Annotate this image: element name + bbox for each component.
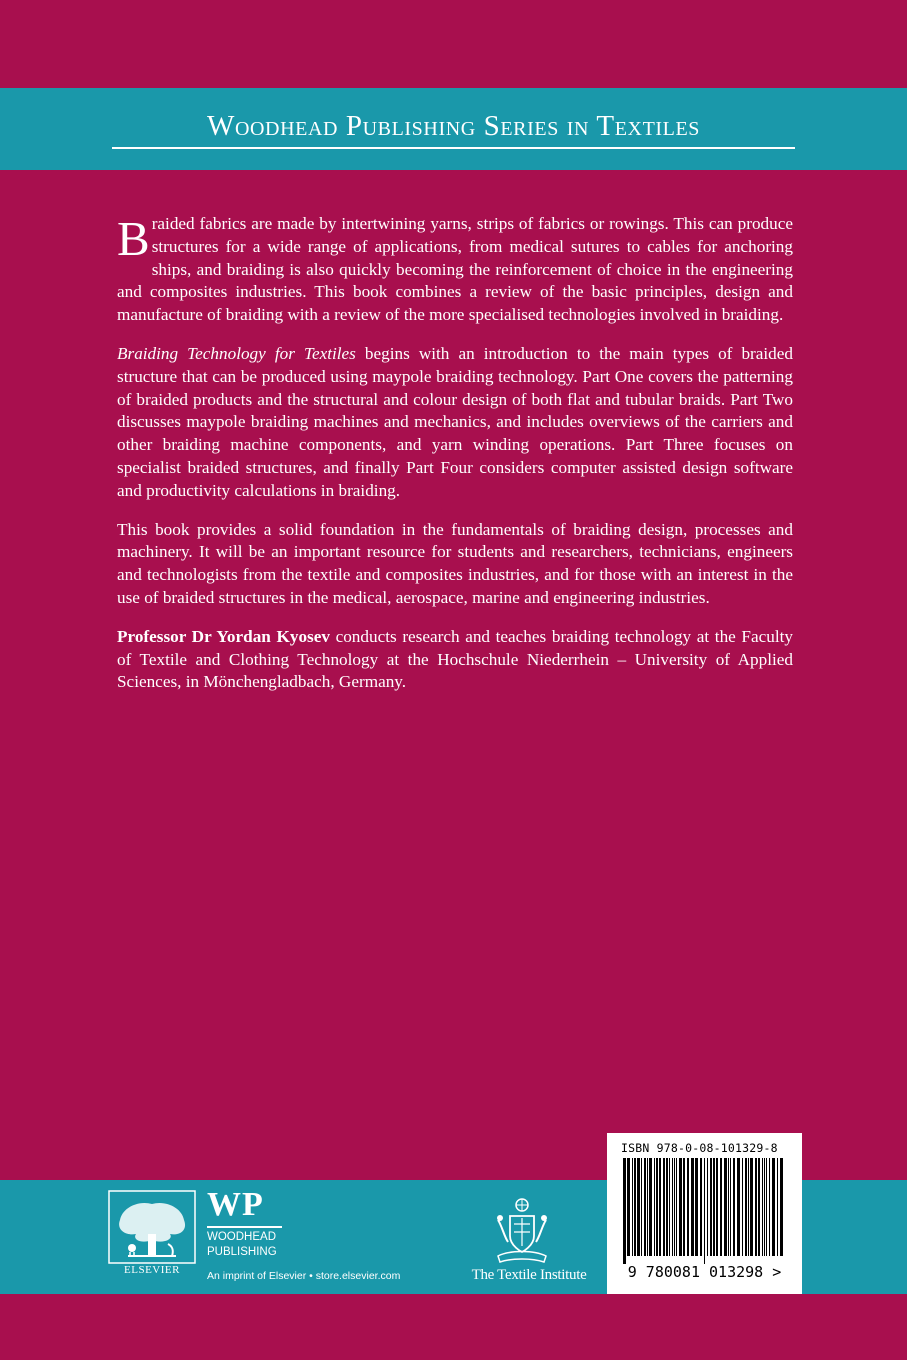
description-paragraph-2: [117, 343, 793, 503]
barcode-bar: [745, 1158, 747, 1256]
barcode-bar: [644, 1158, 646, 1256]
series-title: Woodhead Publishing Series in Textiles: [206, 110, 701, 142]
description-paragraph-3: This book provides a solid foundation in the fundamentals of braiding design, processes and machinery. It will be an important resource for students and researchers, technicians, engineers and technologists from the textile and composites industries, and for those with an interest in the use of braided structures in the medical, aerospace, marine and engineering industries.: [117, 519, 793, 607]
barcode-bar: [730, 1158, 731, 1256]
barcode-bar: [659, 1158, 661, 1256]
barcode-bar: [733, 1158, 735, 1256]
elsevier-logo: [108, 1190, 196, 1278]
barcode-bar: [766, 1158, 767, 1256]
barcode-bar: [641, 1158, 642, 1256]
barcode-bar: [700, 1158, 702, 1256]
paragraph-1-text: raided fabrics are made by intertwining yarns, strips of fabrics or rowings. This can produce structures for a wide range of applications, from medical sutures to cables for anchoring ships, and braiding is also quickly becoming the reinforcement of choice in the engineering and composites industries. This book combines a review of the basic principles, design and manufacture of braiding with a review of the more specialised technologies involved in braiding.: [117, 214, 793, 325]
barcode-bar: [748, 1158, 749, 1256]
barcode-bar: [663, 1158, 665, 1256]
elsevier-wordmark: ELSEVIER: [124, 1264, 180, 1276]
barcode-bar: [676, 1158, 677, 1256]
textile-institute-name: The Textile Institute: [471, 1267, 587, 1283]
barcode-bar: [707, 1158, 708, 1256]
barcode-bar: [654, 1158, 655, 1256]
barcode-bar: [623, 1158, 626, 1264]
textile-institute-crest-icon: [492, 1196, 552, 1266]
isbn-label: ISBN 978-0-08-101329-8: [621, 1141, 778, 1155]
barcode-bar: [710, 1158, 712, 1256]
wp-imprint-line: An imprint of Elsevier • store.elsevier.com: [207, 1270, 401, 1282]
barcode-bar: [750, 1158, 753, 1256]
wp-line-woodhead: WOODHEAD: [207, 1231, 276, 1243]
barcode-bar: [720, 1158, 722, 1256]
woodhead-publishing-logo: [207, 1186, 427, 1285]
barcode-bar: [716, 1158, 718, 1256]
paragraph-2-text: begins with an introduction to the main types of braided structure that can be produced using maypole braiding technology. Part One covers the patterning of braided products and the structural and colour design of both flat and tubular braids. Part Two discusses maypole braiding machines and mechanics, and includes overviews of the carriers and other braiding machine components, and yarn winding operations. Part Three focuses on specialist braided structures, and finally Part Four considers computer assisted design software and productivity calculations in braiding.: [117, 343, 793, 500]
barcode-bar: [704, 1158, 705, 1264]
barcode-bar: [687, 1158, 689, 1256]
barcode-bar: [724, 1158, 727, 1256]
barcode-bar: [755, 1158, 757, 1256]
author-name: Professor Dr Yordan Kyosev: [117, 626, 330, 646]
barcode-bar: [772, 1158, 775, 1256]
barcode-bar: [656, 1158, 658, 1256]
barcode-bar: [627, 1158, 630, 1256]
barcode-bar: [672, 1158, 673, 1256]
barcode-digits: 9 780081 013298 >: [627, 1263, 782, 1281]
elsevier-tree-icon: [108, 1190, 196, 1264]
book-title-italic: Braiding Technology for Textiles: [117, 343, 356, 363]
barcode-bar: [669, 1158, 670, 1256]
barcode-bar: [713, 1158, 715, 1256]
wp-line-publishing: PUBLISHING: [207, 1246, 277, 1258]
isbn-barcode: [617, 1158, 789, 1266]
barcode-bar: [691, 1158, 694, 1256]
barcode-bar: [769, 1158, 770, 1256]
barcode-bar: [632, 1158, 633, 1256]
author-paragraph: [117, 626, 793, 694]
description-paragraph-1: [117, 213, 793, 327]
barcode-bar: [683, 1158, 685, 1256]
barcode-bar: [647, 1158, 648, 1256]
barcode-bar: [679, 1158, 682, 1256]
barcode-bar: [666, 1158, 668, 1256]
back-cover-description: [117, 213, 793, 710]
barcode-bar: [649, 1158, 652, 1256]
barcode-bar: [764, 1158, 765, 1256]
drop-cap: B: [117, 211, 150, 266]
wp-rule: [207, 1226, 282, 1228]
barcode-bar: [758, 1158, 760, 1256]
barcode-bar: [728, 1158, 729, 1256]
barcode-bar: [737, 1158, 740, 1256]
barcode-bar: [780, 1158, 783, 1256]
barcode-bar: [777, 1158, 778, 1256]
series-rule: [112, 147, 795, 149]
barcode-bar: [674, 1158, 675, 1256]
barcode-bar: [762, 1158, 763, 1256]
barcode-bar: [637, 1158, 640, 1256]
barcode-bar: [742, 1158, 743, 1256]
wp-monogram: WP: [207, 1186, 264, 1223]
author-bio: conducts research and teaches braiding technology at the Faculty of Textile and Clothing Technology at the Hochschule Niederrhein – University of Applied Sciences, in Mönchengladbach, Germany.: [117, 626, 793, 692]
barcode-bar: [695, 1158, 698, 1256]
barcode-bar: [634, 1158, 636, 1256]
